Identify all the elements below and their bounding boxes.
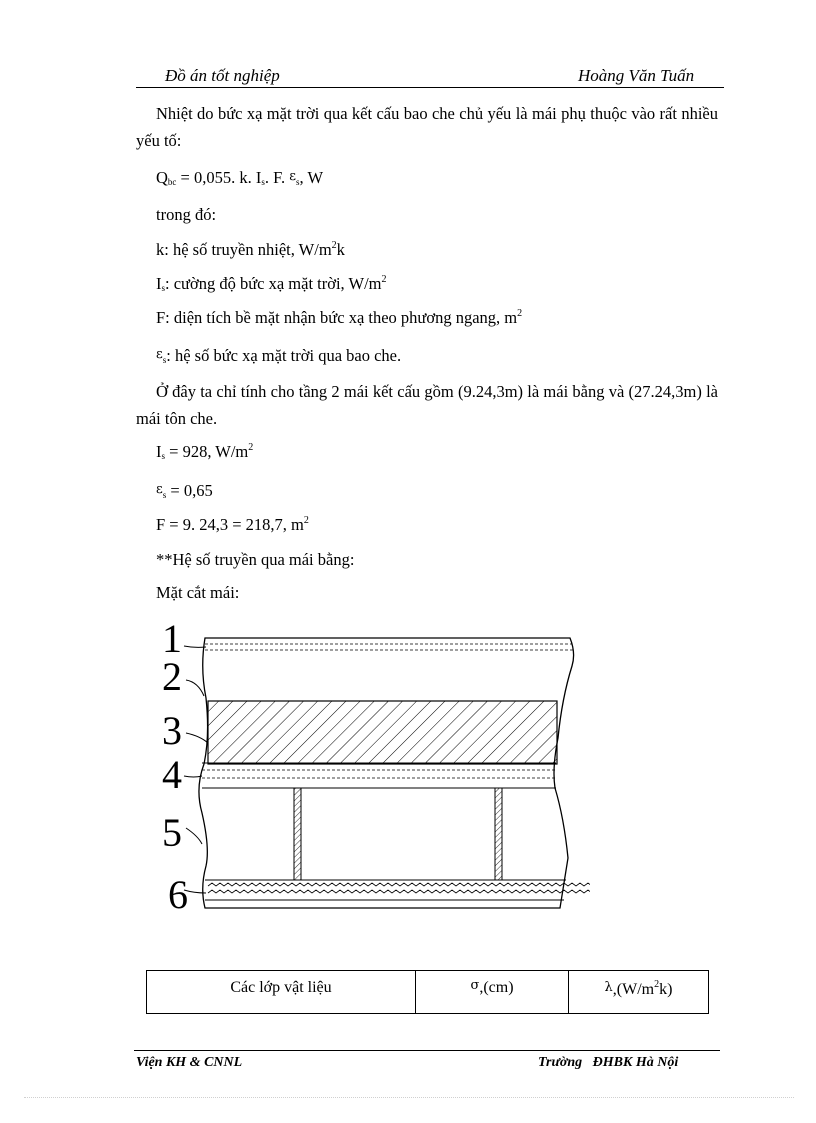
rib-left — [294, 788, 301, 880]
is-value: $I_s = 928$, $W/m^2$ — [156, 442, 254, 461]
here-paragraph: Ở đây ta chỉ tính cho tầng 2 mái kết cấu gồm (9.24,3m) là mái bằng và (27.24,3m) là mái tôn che. — [136, 382, 718, 428]
intro-paragraph: Nhiệt do bức xạ mặt trời qua kết cấu bao che chủ yếu là mái phụ thuộc vào rất nhiều yếu tố: — [136, 104, 718, 150]
formula-line: $Q_{bc} = 0,055$. k. $I_s$. F. $\varepsilon_s$, W — [156, 168, 324, 187]
footer-left: Viện KH & CNNL — [136, 1055, 243, 1070]
layer-label-5: 5 — [162, 810, 182, 855]
roof-section-figure — [160, 618, 590, 918]
is-definition: $I_s$: cường độ bức xạ mặt trời, $W/m^2$ — [156, 274, 387, 293]
coefficient-heading: **Hệ số truyền qua mái bằng: — [156, 550, 355, 569]
where-line: trong đó: — [156, 205, 217, 224]
section-heading: Mặt cắt mái: — [156, 583, 240, 602]
col-material: Các lớp vật liệu — [147, 971, 416, 1014]
page-edge-dotted — [24, 1097, 794, 1098]
header-right: Hoàng Văn Tuấn — [578, 66, 695, 85]
header-rule — [136, 87, 724, 88]
eps-definition: $\varepsilon_s$: hệ số bức xạ mặt trời qua bao che. — [156, 346, 402, 365]
footer-rule — [134, 1050, 720, 1051]
col-conductivity: $\lambda,(W/m^2k)$ — [569, 971, 709, 1014]
materials-table — [146, 970, 709, 1014]
layer-label-1: 1 — [162, 618, 182, 661]
plaster-layer — [208, 883, 590, 886]
layer-label-6: 6 — [168, 872, 188, 917]
concrete-slab — [208, 701, 557, 764]
f-definition: F: diện tích bề mặt nhận bức xạ theo phương ngang, $m^2$ — [156, 308, 523, 327]
eps-value: $\varepsilon_s = 0,65$ — [156, 481, 213, 500]
layer-label-4: 4 — [162, 752, 182, 797]
layer-label-2: 2 — [162, 654, 182, 699]
f-value: F = 9. 24,3 = 218,7, $m^2$ — [156, 515, 309, 534]
header-left: Đồ án tốt nghiệp — [165, 66, 280, 85]
k-definition: k: hệ số truyền nhiệt, $W/m^2k$ — [156, 240, 345, 259]
rib-right — [495, 788, 502, 880]
table-header-row — [147, 971, 709, 1014]
footer-right: Trường ĐHBK Hà Nội — [538, 1055, 679, 1070]
section-outline — [199, 638, 574, 908]
col-thickness: σ,(cm) — [416, 971, 569, 1014]
roof-section-drawing — [160, 618, 590, 918]
layer-label-3: 3 — [162, 708, 182, 753]
